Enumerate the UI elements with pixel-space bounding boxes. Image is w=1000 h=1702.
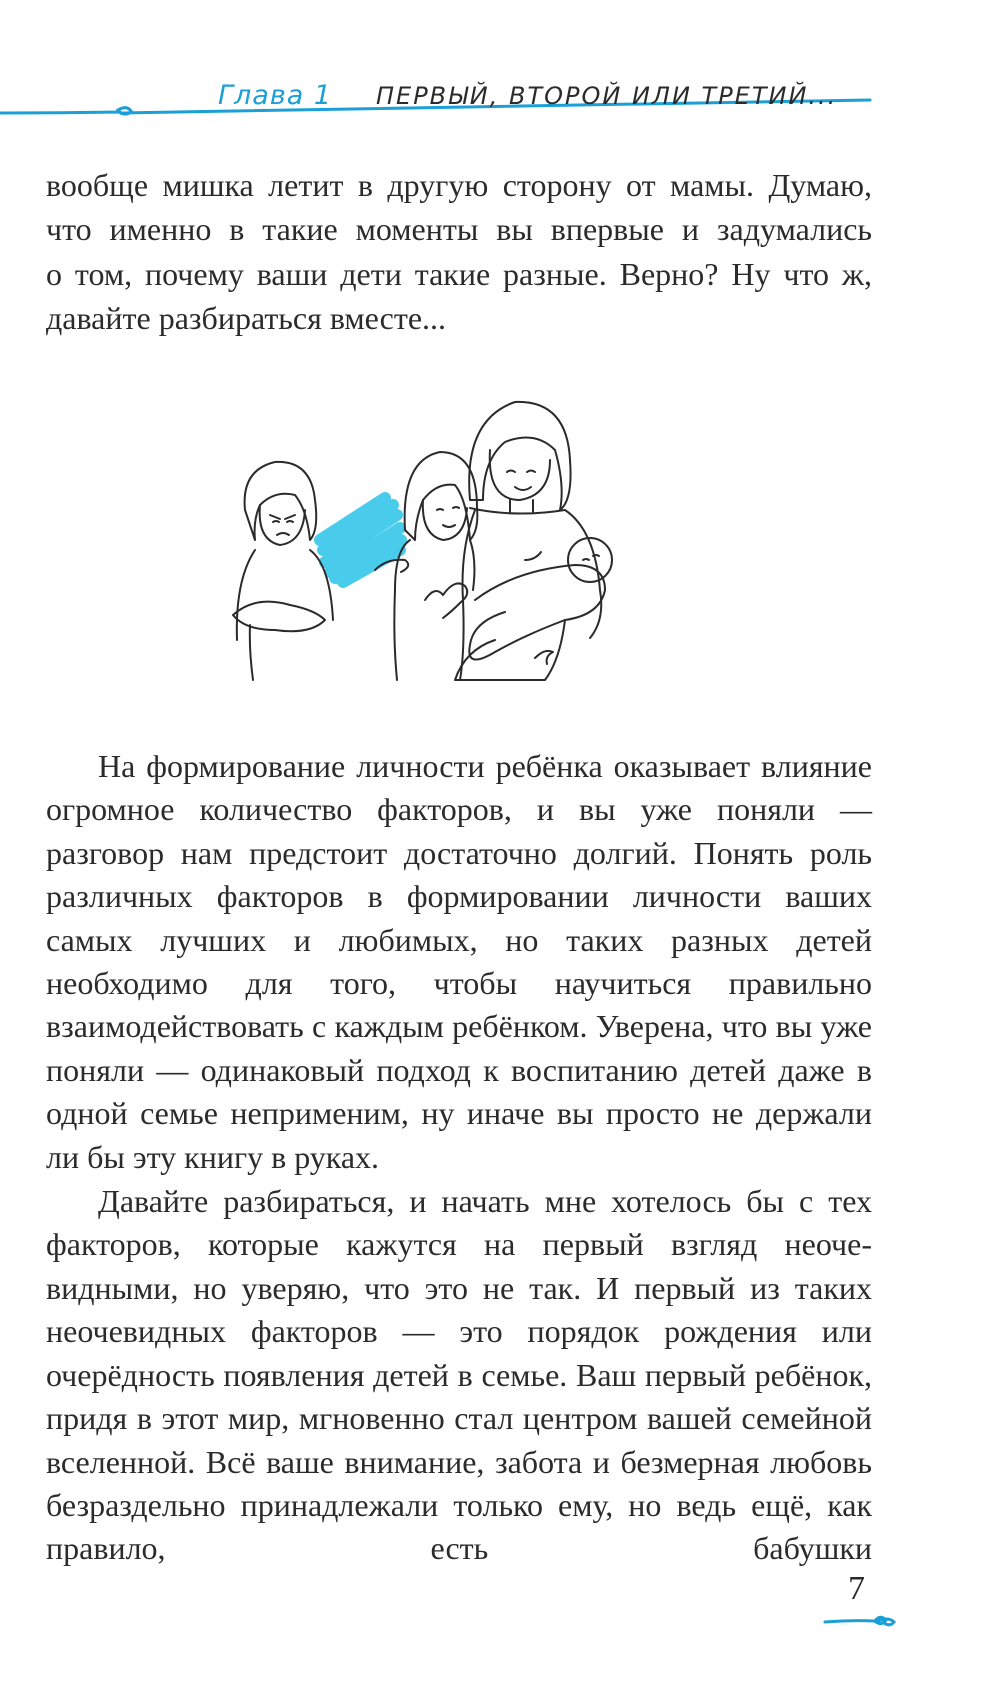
paragraph: Давайте разбираться, и начать мне хотелось бы с тех факторов, которые кажутся на первый взгляд неочевидными, но уверяю, что это не так. И первый из таких неочевидных факторов — это порядок рождения или очерёдность появления детей в семье. Ваш первый ребёнок, придя в этот мир, мгновенно стал центром вашей семейной вселенной. Всё ваше внимание, забота и безмерная любовь безраздельно принадлежали только ему, но ведь ещё, как правило, есть бабушки <box>46 1183 872 1567</box>
running-header <box>0 60 1000 140</box>
intro-text-line: вообще мишка летит в другую сторону от мамы. Думаю, <box>46 167 872 203</box>
chapter-label: Глава 1 <box>218 80 333 111</box>
intro-text-line: о том, почему ваши дети такие разные. Верно? Ну что ж, <box>46 255 872 292</box>
family-illustration <box>215 390 635 720</box>
intro-text-line: давайте разбираться вместе... <box>46 300 447 337</box>
intro-paragraph <box>46 164 872 341</box>
page-number: 7 <box>848 1570 865 1607</box>
page-footer <box>0 1570 1000 1650</box>
main-text <box>46 745 872 1571</box>
intro-text-line: что именно в такие моменты вы впервые и задумались <box>46 211 872 248</box>
mother-hair <box>469 402 570 510</box>
chapter-title: ПЕРВЫЙ, ВТОРОЙ ИЛИ ТРЕТИЙ... <box>376 82 838 110</box>
paragraph: На формирование личности ребёнка оказывает влияние огромное количество факторов, и вы уже поняли — разговор нам предстоит достаточно долгий. Понять роль различных факторов в формировании личности ваших самых лучших и любимых, но таких разных детей необходимо для того, чтобы научиться правильно взаимодействовать с каждым ребёнком. Уверена, что вы уже поняли — одинаковый подход к воспитанию детей даже в одной семье неприменим, ну иначе вы просто не держали ли бы эту книгу в руках. <box>46 748 872 1175</box>
middle-girl-hair <box>405 452 478 540</box>
left-girl-hair <box>245 462 317 540</box>
